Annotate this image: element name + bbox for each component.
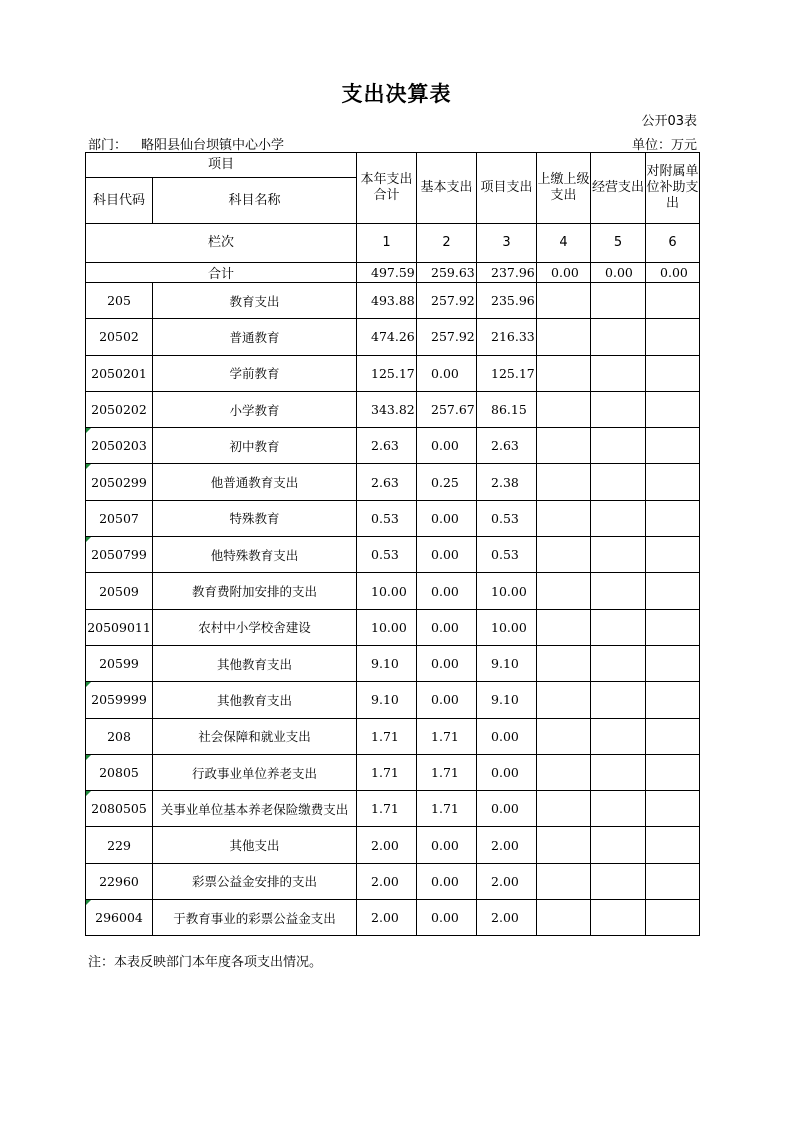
subject-name: 农村中小学校舍建设 (153, 609, 357, 645)
expenditure-table (85, 152, 700, 936)
header-col1: 本年支出合计 (357, 153, 417, 224)
basic-expenditure: 0.00 (417, 682, 477, 718)
table-row (86, 500, 700, 536)
total-expenditure: 2.63 (357, 428, 417, 464)
remit-expenditure (537, 319, 591, 355)
column-number: 3 (477, 224, 537, 263)
project-expenditure: 0.00 (477, 754, 537, 790)
subject-name: 他特殊教育支出 (153, 537, 357, 573)
operating-expenditure (591, 718, 646, 754)
table-row (86, 754, 700, 790)
subject-name: 小学教育 (153, 391, 357, 427)
subsidiary-subsidy (646, 428, 700, 464)
project-expenditure: 9.10 (477, 645, 537, 681)
total-expenditure: 1.71 (357, 718, 417, 754)
table-row (86, 391, 700, 427)
project-expenditure: 216.33 (477, 319, 537, 355)
remit-expenditure (537, 718, 591, 754)
subject-name: 其他教育支出 (153, 645, 357, 681)
basic-expenditure: 1.71 (417, 718, 477, 754)
table-row (86, 537, 700, 573)
subject-name: 教育支出 (153, 283, 357, 319)
header-col4: 上缴上级支出 (537, 153, 591, 224)
subsidiary-subsidy (646, 319, 700, 355)
column-number: 6 (646, 224, 700, 263)
subject-code: 229 (86, 827, 153, 863)
subsidiary-subsidy (646, 900, 700, 936)
total-expenditure: 9.10 (357, 682, 417, 718)
subject-code: 208 (86, 718, 153, 754)
subject-name: 其他支出 (153, 827, 357, 863)
project-expenditure: 2.00 (477, 827, 537, 863)
header-subject-name: 科目名称 (153, 178, 357, 224)
remit-expenditure (537, 500, 591, 536)
project-expenditure: 0.53 (477, 537, 537, 573)
subject-name: 其他教育支出 (153, 682, 357, 718)
total-value: 0.00 (537, 263, 591, 283)
basic-expenditure: 1.71 (417, 754, 477, 790)
subject-code: 20507 (86, 500, 153, 536)
subject-code: 2050799 (86, 537, 153, 573)
operating-expenditure (591, 355, 646, 391)
basic-expenditure: 0.00 (417, 500, 477, 536)
page-title: 支出决算表 (341, 82, 452, 106)
basic-expenditure: 257.92 (417, 283, 477, 319)
total-expenditure: 2.63 (357, 464, 417, 500)
basic-expenditure: 0.00 (417, 827, 477, 863)
operating-expenditure (591, 791, 646, 827)
basic-expenditure: 257.67 (417, 391, 477, 427)
table-row (86, 791, 700, 827)
subject-code: 20599 (86, 645, 153, 681)
operating-expenditure (591, 573, 646, 609)
subsidiary-subsidy (646, 464, 700, 500)
project-expenditure: 2.00 (477, 900, 537, 936)
column-order-row (86, 224, 700, 263)
department-label: 部门： (88, 138, 128, 153)
basic-expenditure: 0.00 (417, 537, 477, 573)
subject-name: 教育费附加安排的支出 (153, 573, 357, 609)
subject-code: 20509 (86, 573, 153, 609)
subject-name: 初中教育 (153, 428, 357, 464)
total-expenditure: 1.71 (357, 791, 417, 827)
subsidiary-subsidy (646, 609, 700, 645)
total-expenditure: 474.26 (357, 319, 417, 355)
subsidiary-subsidy (646, 682, 700, 718)
subject-code: 2050203 (86, 428, 153, 464)
total-value: 497.59 (357, 263, 417, 283)
table-row (86, 319, 700, 355)
operating-expenditure (591, 900, 646, 936)
remit-expenditure (537, 609, 591, 645)
remit-expenditure (537, 900, 591, 936)
project-expenditure: 125.17 (477, 355, 537, 391)
total-expenditure: 493.88 (357, 283, 417, 319)
table-row (86, 283, 700, 319)
operating-expenditure (591, 754, 646, 790)
column-number: 5 (591, 224, 646, 263)
subject-code: 2050299 (86, 464, 153, 500)
subject-code: 205 (86, 283, 153, 319)
subsidiary-subsidy (646, 573, 700, 609)
operating-expenditure (591, 609, 646, 645)
operating-expenditure (591, 537, 646, 573)
subsidiary-subsidy (646, 355, 700, 391)
remit-expenditure (537, 428, 591, 464)
remit-expenditure (537, 863, 591, 899)
subsidiary-subsidy (646, 754, 700, 790)
remit-expenditure (537, 464, 591, 500)
remit-expenditure (537, 391, 591, 427)
remit-expenditure (537, 827, 591, 863)
subject-code: 2059999 (86, 682, 153, 718)
header-col2: 基本支出 (417, 153, 477, 224)
total-value: 259.63 (417, 263, 477, 283)
total-expenditure: 10.00 (357, 573, 417, 609)
project-expenditure: 2.00 (477, 863, 537, 899)
subject-name: 学前教育 (153, 355, 357, 391)
subsidiary-subsidy (646, 283, 700, 319)
department-line (88, 134, 284, 153)
basic-expenditure: 0.00 (417, 863, 477, 899)
remit-expenditure (537, 754, 591, 790)
subsidiary-subsidy (646, 391, 700, 427)
total-expenditure: 1.71 (357, 754, 417, 790)
subject-name: 行政事业单位养老支出 (153, 754, 357, 790)
subject-name: 他普通教育支出 (153, 464, 357, 500)
operating-expenditure (591, 645, 646, 681)
basic-expenditure: 0.00 (417, 573, 477, 609)
subject-code: 22960 (86, 863, 153, 899)
subject-code: 296004 (86, 900, 153, 936)
operating-expenditure (591, 283, 646, 319)
operating-expenditure (591, 827, 646, 863)
remit-expenditure (537, 537, 591, 573)
total-expenditure: 125.17 (357, 355, 417, 391)
form-number: 公开03表 (641, 114, 697, 129)
subject-name: 特殊教育 (153, 500, 357, 536)
total-expenditure: 343.82 (357, 391, 417, 427)
operating-expenditure (591, 319, 646, 355)
total-expenditure: 0.53 (357, 500, 417, 536)
subsidiary-subsidy (646, 537, 700, 573)
subject-name: 关事业单位基本养老保险缴费支出 (153, 791, 357, 827)
header-col3: 项目支出 (477, 153, 537, 224)
subsidiary-subsidy (646, 827, 700, 863)
total-label: 合计 (86, 263, 357, 283)
subsidiary-subsidy (646, 645, 700, 681)
operating-expenditure (591, 500, 646, 536)
project-expenditure: 86.15 (477, 391, 537, 427)
header-project: 项目 (86, 153, 357, 178)
project-expenditure: 2.38 (477, 464, 537, 500)
table-row (86, 609, 700, 645)
subject-name: 普通教育 (153, 319, 357, 355)
subject-name: 社会保障和就业支出 (153, 718, 357, 754)
subject-code: 20805 (86, 754, 153, 790)
operating-expenditure (591, 391, 646, 427)
footnote: 注：本表反映部门本年度各项支出情况。 (88, 955, 323, 970)
subsidiary-subsidy (646, 791, 700, 827)
total-value: 237.96 (477, 263, 537, 283)
table-row (86, 464, 700, 500)
subject-name: 彩票公益金安排的支出 (153, 863, 357, 899)
project-expenditure: 10.00 (477, 573, 537, 609)
project-expenditure: 0.00 (477, 718, 537, 754)
total-expenditure: 10.00 (357, 609, 417, 645)
subject-name: 于教育事业的彩票公益金支出 (153, 900, 357, 936)
subsidiary-subsidy (646, 718, 700, 754)
operating-expenditure (591, 682, 646, 718)
table-row (86, 428, 700, 464)
header-col5: 经营支出 (591, 153, 646, 224)
remit-expenditure (537, 283, 591, 319)
basic-expenditure: 0.00 (417, 645, 477, 681)
subject-code: 2050201 (86, 355, 153, 391)
table-row (86, 827, 700, 863)
remit-expenditure (537, 355, 591, 391)
subject-code: 20509011 (86, 609, 153, 645)
project-expenditure: 235.96 (477, 283, 537, 319)
basic-expenditure: 0.00 (417, 900, 477, 936)
operating-expenditure (591, 863, 646, 899)
remit-expenditure (537, 682, 591, 718)
remit-expenditure (537, 573, 591, 609)
project-expenditure: 0.00 (477, 791, 537, 827)
table-row (86, 718, 700, 754)
total-row (86, 263, 700, 283)
operating-expenditure (591, 464, 646, 500)
total-value: 0.00 (591, 263, 646, 283)
column-number: 2 (417, 224, 477, 263)
table-row (86, 645, 700, 681)
total-expenditure: 9.10 (357, 645, 417, 681)
total-value: 0.00 (646, 263, 700, 283)
subject-code: 20502 (86, 319, 153, 355)
basic-expenditure: 0.00 (417, 609, 477, 645)
column-number: 4 (537, 224, 591, 263)
unit-label: 单位：万元 (631, 138, 697, 153)
total-expenditure: 2.00 (357, 863, 417, 899)
column-order-label: 栏次 (86, 224, 357, 263)
header-row-1 (86, 153, 700, 178)
subsidiary-subsidy (646, 863, 700, 899)
table-row (86, 900, 700, 936)
table-row (86, 863, 700, 899)
project-expenditure: 0.53 (477, 500, 537, 536)
basic-expenditure: 1.71 (417, 791, 477, 827)
basic-expenditure: 257.92 (417, 319, 477, 355)
total-expenditure: 2.00 (357, 827, 417, 863)
project-expenditure: 2.63 (477, 428, 537, 464)
operating-expenditure (591, 428, 646, 464)
project-expenditure: 9.10 (477, 682, 537, 718)
basic-expenditure: 0.00 (417, 355, 477, 391)
remit-expenditure (537, 791, 591, 827)
basic-expenditure: 0.00 (417, 428, 477, 464)
subject-code: 2080505 (86, 791, 153, 827)
column-number: 1 (357, 224, 417, 263)
department-name: 略阳县仙台坝镇中心小学 (141, 138, 285, 153)
subsidiary-subsidy (646, 500, 700, 536)
header-subject-code: 科目代码 (86, 178, 153, 224)
subject-code: 2050202 (86, 391, 153, 427)
table-row (86, 355, 700, 391)
remit-expenditure (537, 645, 591, 681)
header-col6: 对附属单位补助支出 (646, 153, 700, 224)
table-row (86, 573, 700, 609)
total-expenditure: 0.53 (357, 537, 417, 573)
table-row (86, 682, 700, 718)
basic-expenditure: 0.25 (417, 464, 477, 500)
project-expenditure: 10.00 (477, 609, 537, 645)
total-expenditure: 2.00 (357, 900, 417, 936)
